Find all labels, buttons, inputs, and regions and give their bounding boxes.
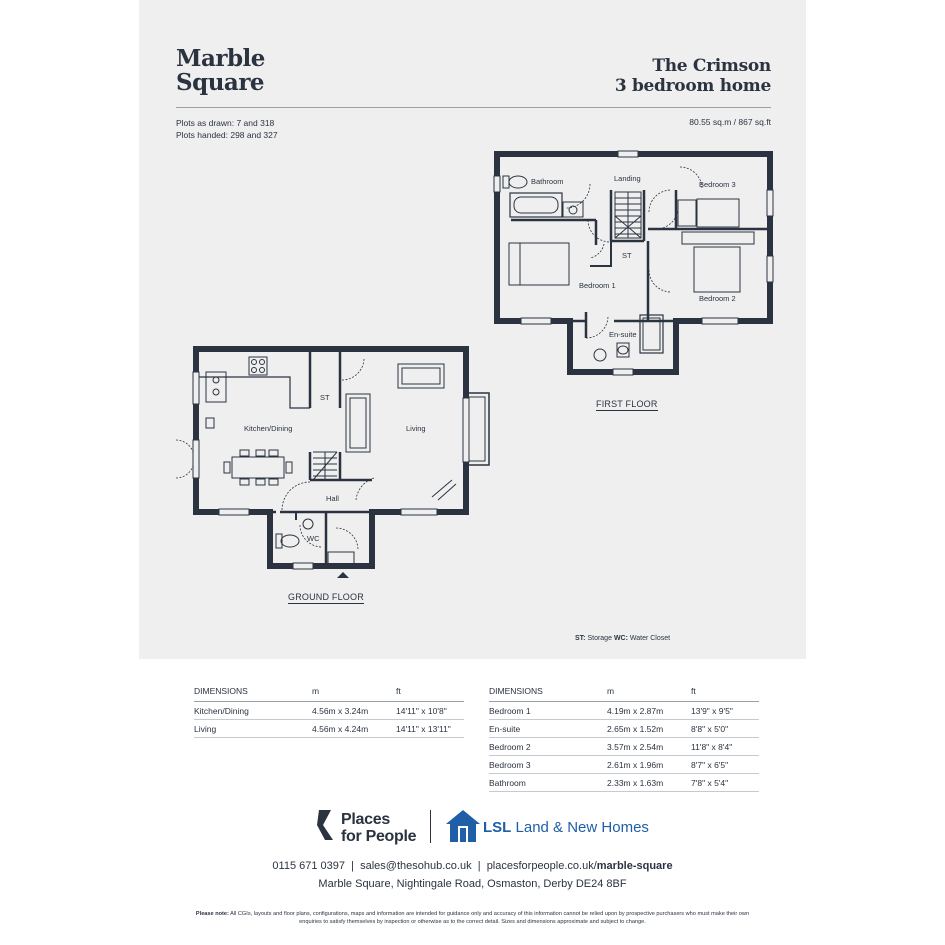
col-dimensions: DIMENSIONS bbox=[194, 685, 312, 702]
table-row bbox=[489, 756, 759, 774]
toilet-icon bbox=[503, 176, 509, 188]
cell-ft: 13'9" x 9'5" bbox=[691, 702, 759, 720]
bed-icon-2 bbox=[694, 247, 740, 292]
room-landing: Landing bbox=[614, 174, 641, 183]
room-ground-st: ST bbox=[320, 393, 330, 402]
home-type: 3 bedroom home bbox=[614, 76, 771, 96]
cell-room: Living bbox=[194, 720, 312, 738]
room-bedroom1: Bedroom 1 bbox=[579, 281, 616, 290]
col-ft: ft bbox=[691, 685, 759, 702]
cell-m: 3.57m x 2.54m bbox=[607, 738, 691, 756]
contact-line bbox=[0, 860, 945, 872]
entrance-arrow-icon bbox=[337, 572, 349, 578]
stairs-icon bbox=[615, 192, 641, 238]
room-hall: Hall bbox=[326, 494, 339, 503]
legend bbox=[575, 635, 670, 642]
logo-divider bbox=[430, 810, 431, 843]
bed-icon-1 bbox=[520, 243, 569, 285]
table-row bbox=[194, 720, 464, 738]
cell-room: Bathroom bbox=[489, 774, 607, 792]
col-m: m bbox=[607, 685, 691, 702]
places-for-people-logo-icon bbox=[315, 808, 337, 842]
ground-floor-label: GROUND FLOOR bbox=[288, 592, 364, 602]
basin-icon bbox=[563, 202, 583, 217]
home-name: The Crimson bbox=[652, 56, 771, 76]
cell-m: 2.33m x 1.63m bbox=[607, 774, 691, 792]
floor-area: 80.55 sq.m / 867 sq.ft bbox=[689, 117, 771, 127]
room-bedroom2: Bedroom 2 bbox=[699, 294, 736, 303]
col-ft: ft bbox=[396, 685, 464, 702]
room-bathroom: Bathroom bbox=[531, 177, 564, 186]
dimensions-table-right bbox=[489, 685, 759, 792]
website-path: marble-square bbox=[596, 860, 673, 872]
cell-room: En-suite bbox=[489, 720, 607, 738]
cell-m: 2.65m x 1.52m bbox=[607, 720, 691, 738]
places-for-people-logo bbox=[341, 811, 416, 845]
cell-m: 4.19m x 2.87m bbox=[607, 702, 691, 720]
table-row bbox=[489, 774, 759, 792]
room-wc: WC bbox=[307, 534, 320, 543]
cell-m: 4.56m x 4.24m bbox=[312, 720, 396, 738]
legend-wc-value: Water Closet bbox=[629, 635, 671, 642]
table-row bbox=[194, 702, 464, 720]
cell-ft: 7'8" x 5'4" bbox=[691, 774, 759, 792]
note-label: Please note: bbox=[195, 911, 229, 917]
separator: | bbox=[351, 860, 354, 872]
room-first-st: ST bbox=[622, 251, 632, 260]
contact-website[interactable] bbox=[487, 860, 673, 872]
legend-wc-key: WC: bbox=[613, 635, 628, 642]
disclaimer-note bbox=[190, 910, 755, 926]
website-prefix: placesforpeople.co.uk/ bbox=[486, 860, 597, 872]
cell-m: 4.56m x 3.24m bbox=[312, 702, 396, 720]
separator: | bbox=[477, 860, 481, 872]
room-bedroom3: Bedroom 3 bbox=[699, 180, 736, 189]
table-row bbox=[489, 738, 759, 756]
contact-phone[interactable]: 0115 671 0397 bbox=[272, 860, 345, 872]
note-text: All CGIs, layouts and floor plans, configurations, maps and information are intended for guidance only and accuracy of this information cannot be relied upon by prospective purchasers who must make their own enquiries to satisfy themselves by inspection or otherwise as to the correct detail. Sizes and dimensions approximate and subject to change. bbox=[228, 911, 750, 925]
hob-icon bbox=[249, 357, 267, 375]
cell-room: Bedroom 3 bbox=[489, 756, 607, 774]
lsl-bold: LSL bbox=[483, 819, 512, 836]
cell-room: Bedroom 2 bbox=[489, 738, 607, 756]
cell-ft: 8'7" x 6'5" bbox=[691, 756, 759, 774]
pfp-line2: for People bbox=[341, 828, 417, 845]
lsl-house-icon bbox=[444, 808, 482, 844]
cell-m: 2.61m x 1.96m bbox=[607, 756, 691, 774]
plots-drawn: Plots as drawn: 7 and 318 bbox=[176, 118, 275, 128]
room-kitchen: Kitchen/Dining bbox=[244, 424, 293, 433]
col-dimensions: DIMENSIONS bbox=[489, 685, 607, 702]
table-row bbox=[489, 702, 759, 720]
table-header bbox=[194, 685, 464, 702]
bed-icon-3 bbox=[697, 199, 739, 227]
dimensions-table-left bbox=[194, 685, 464, 738]
table-header bbox=[489, 685, 759, 702]
cell-ft: 11'8" x 8'4" bbox=[691, 738, 759, 756]
pfp-line1: Places bbox=[341, 811, 390, 828]
first-floor-label: FIRST FLOOR bbox=[596, 399, 658, 409]
ground-stairs-icon bbox=[313, 452, 337, 480]
ground-floor-plan bbox=[176, 349, 489, 566]
cell-ft: 14'11" x 10'8" bbox=[396, 702, 464, 720]
dining-table-icon bbox=[232, 457, 284, 478]
address: Marble Square, Nightingale Road, Osmaston, Derby DE24 8BF bbox=[318, 878, 627, 890]
cell-room: Kitchen/Dining bbox=[194, 702, 312, 720]
plots-handed: Plots handed: 298 and 327 bbox=[176, 130, 278, 140]
development-title-line1: Marble bbox=[176, 45, 265, 72]
cell-ft: 14'11" x 13'11" bbox=[396, 720, 464, 738]
development-title-line2: Square bbox=[176, 69, 265, 96]
col-m: m bbox=[312, 685, 396, 702]
room-ensuite: En-suite bbox=[609, 330, 637, 339]
room-living: Living bbox=[406, 424, 426, 433]
cell-ft: 8'8" x 5'0" bbox=[691, 720, 759, 738]
lsl-logo bbox=[483, 819, 649, 836]
legend-st-key: ST: bbox=[575, 635, 586, 642]
cell-room: Bedroom 1 bbox=[489, 702, 607, 720]
contact-email[interactable]: sales@thesohub.co.uk bbox=[360, 860, 472, 872]
table-row bbox=[489, 720, 759, 738]
lsl-rest: Land & New Homes bbox=[511, 819, 649, 836]
legend-st-value: Storage bbox=[587, 635, 612, 642]
